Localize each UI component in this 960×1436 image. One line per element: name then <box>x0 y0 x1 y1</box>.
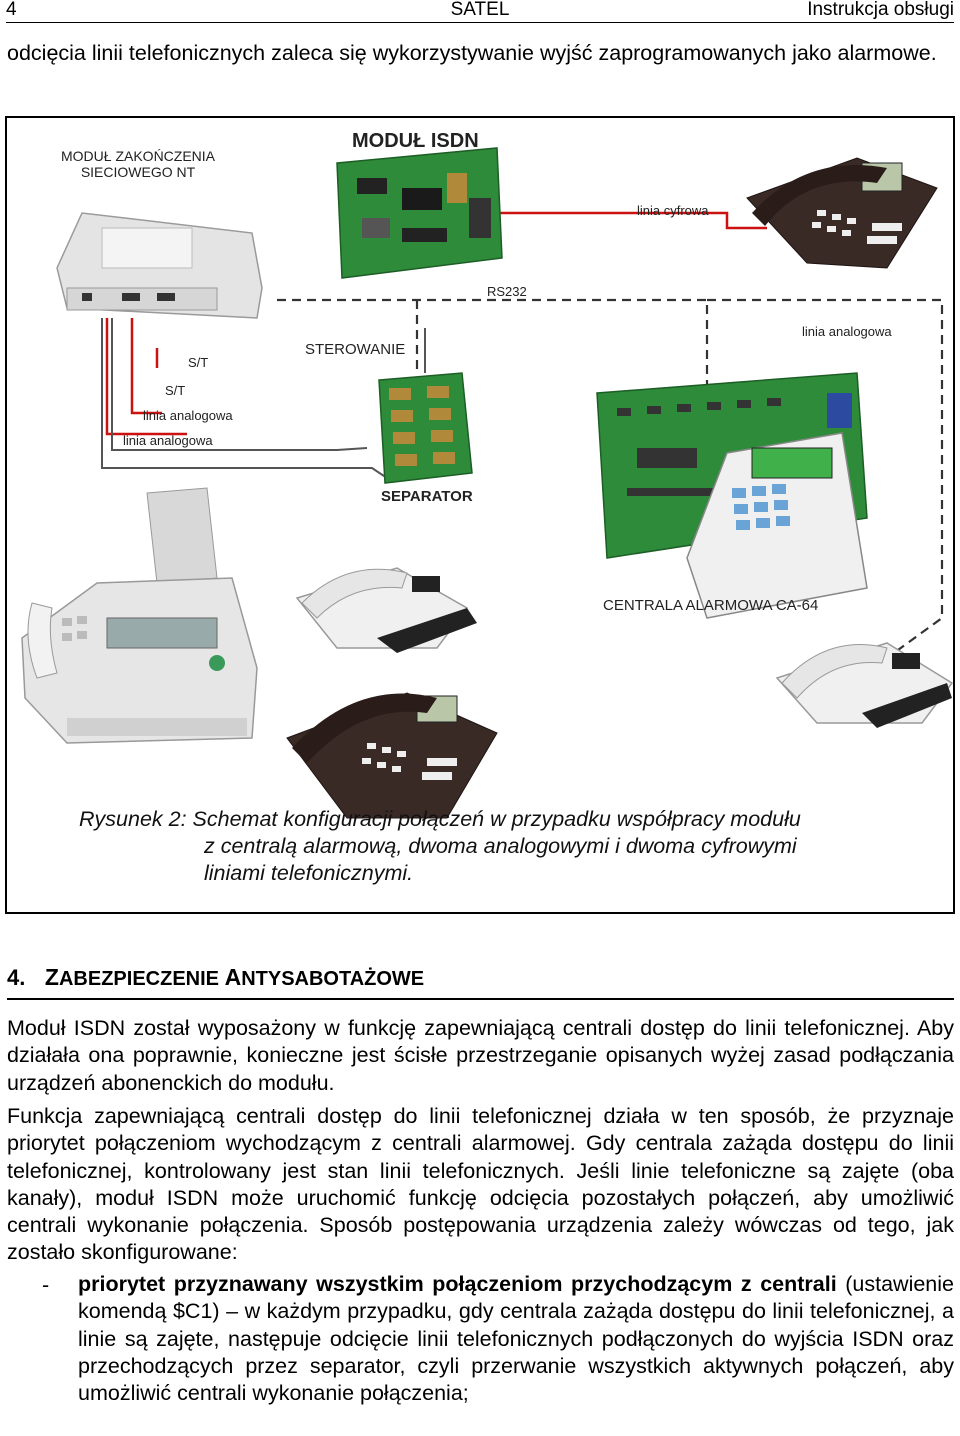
isdn-module-label: MODUŁ ISDN <box>352 130 479 152</box>
section-number: 4. <box>7 965 26 990</box>
paragraph-2: Funkcja zapewniającą centrali dostęp do linii telefonicznej działa w ten sposób, że przyznaje priorytet połączeniom wychodzącym z centrali alarmowej. Gdy centrala zażąda dostępu do linii telefonicznej, kontrolowany jest stan linii telefonicznych. Jeśli linie telefoniczne są zajęte (oba kanały), moduł ISDN może uruchomić funkcję odcięcia pozostałych połączeń, aby umożliwić centrali wykonanie połączenia. Sposób postępowania urządzenia zależy wówczas od tego, jak zostało skonfigurowane: <box>7 1104 954 1265</box>
brand-name: SATEL <box>450 0 510 20</box>
list-item: priorytet przyznawany wszystkim połączeniom przychodzącym z centrali (ustawienie komendą $C1) – w każdym przypadku, gdy centrala zażąda dostępu do linii telefonicznej, a linie są zajęte, następuje odcięcie linii telefonicznych podłączonych do wyjścia ISDN oraz przechodzących przez separator, czyli przerwanie wszystkich aktywnych połączeń, aby umożliwić centrali wykonanie połączenia; <box>78 1272 954 1406</box>
page-number: 4 <box>6 0 17 20</box>
figure-connection-diagram <box>5 116 955 914</box>
st-label-2: S/T <box>165 383 186 398</box>
diagram-svg <box>7 118 953 912</box>
paragraph-1: Moduł ISDN został wyposażony w funkcję zapewniającą centrali dostęp do linii telefonicznej. Aby działała ona poprawnie, konieczne jest ścisłe przestrzeganie opisanych wyżej zasad podłączania urządzeń abonenckich do modułu. <box>7 1016 954 1095</box>
caption-line-1: Rysunek 2: Schemat konfiguracji połączeń w przypadku współpracy modułu <box>79 807 801 831</box>
separator-label: SEPARATOR <box>381 488 473 505</box>
analog-line-label-1: linia analogowa <box>143 408 233 423</box>
analog-phone-middle <box>297 568 477 653</box>
separator-board <box>379 373 472 483</box>
list-bullet: - <box>42 1273 50 1297</box>
fax-machine <box>22 488 257 743</box>
section-heading: 4. ZABEZPIECZENIE ANTYSABOTAŻOWE <box>7 964 954 1000</box>
isdn-module-board <box>337 148 502 278</box>
analog-phone-right <box>777 643 952 728</box>
rs232-label: RS232 <box>487 284 527 299</box>
digital-phone-bottom <box>287 693 497 818</box>
intro-paragraph: odcięcia linii telefonicznych zaleca się wykorzystywanie wyjść zaprogramowanych jako alarmowe. <box>7 41 937 65</box>
analog-line-label-2: linia analogowa <box>123 433 213 448</box>
digital-line-label: linia cyfrowa <box>637 203 709 218</box>
caption-line-3: liniami telefonicznymi. <box>204 861 414 885</box>
figure-caption <box>79 806 801 887</box>
nt-module-label: MODUŁ ZAKOŃCZENIA SIECIOWEGO NT <box>61 148 216 180</box>
control-label: STEROWANIE <box>305 341 406 358</box>
st-label-1: S/T <box>188 355 209 370</box>
document-title: Instrukcja obsługi <box>807 0 954 20</box>
alarm-panel-label: CENTRALA ALARMOWA CA-64 <box>603 597 819 614</box>
analog-line-right-label: linia analogowa <box>802 324 892 339</box>
caption-line-2: z centralą alarmową, dwoma analogowymi i dwoma cyfrowymi <box>204 834 797 858</box>
page-header <box>6 0 954 23</box>
nt-module-device <box>57 213 262 318</box>
digital-phone-top <box>747 158 937 268</box>
